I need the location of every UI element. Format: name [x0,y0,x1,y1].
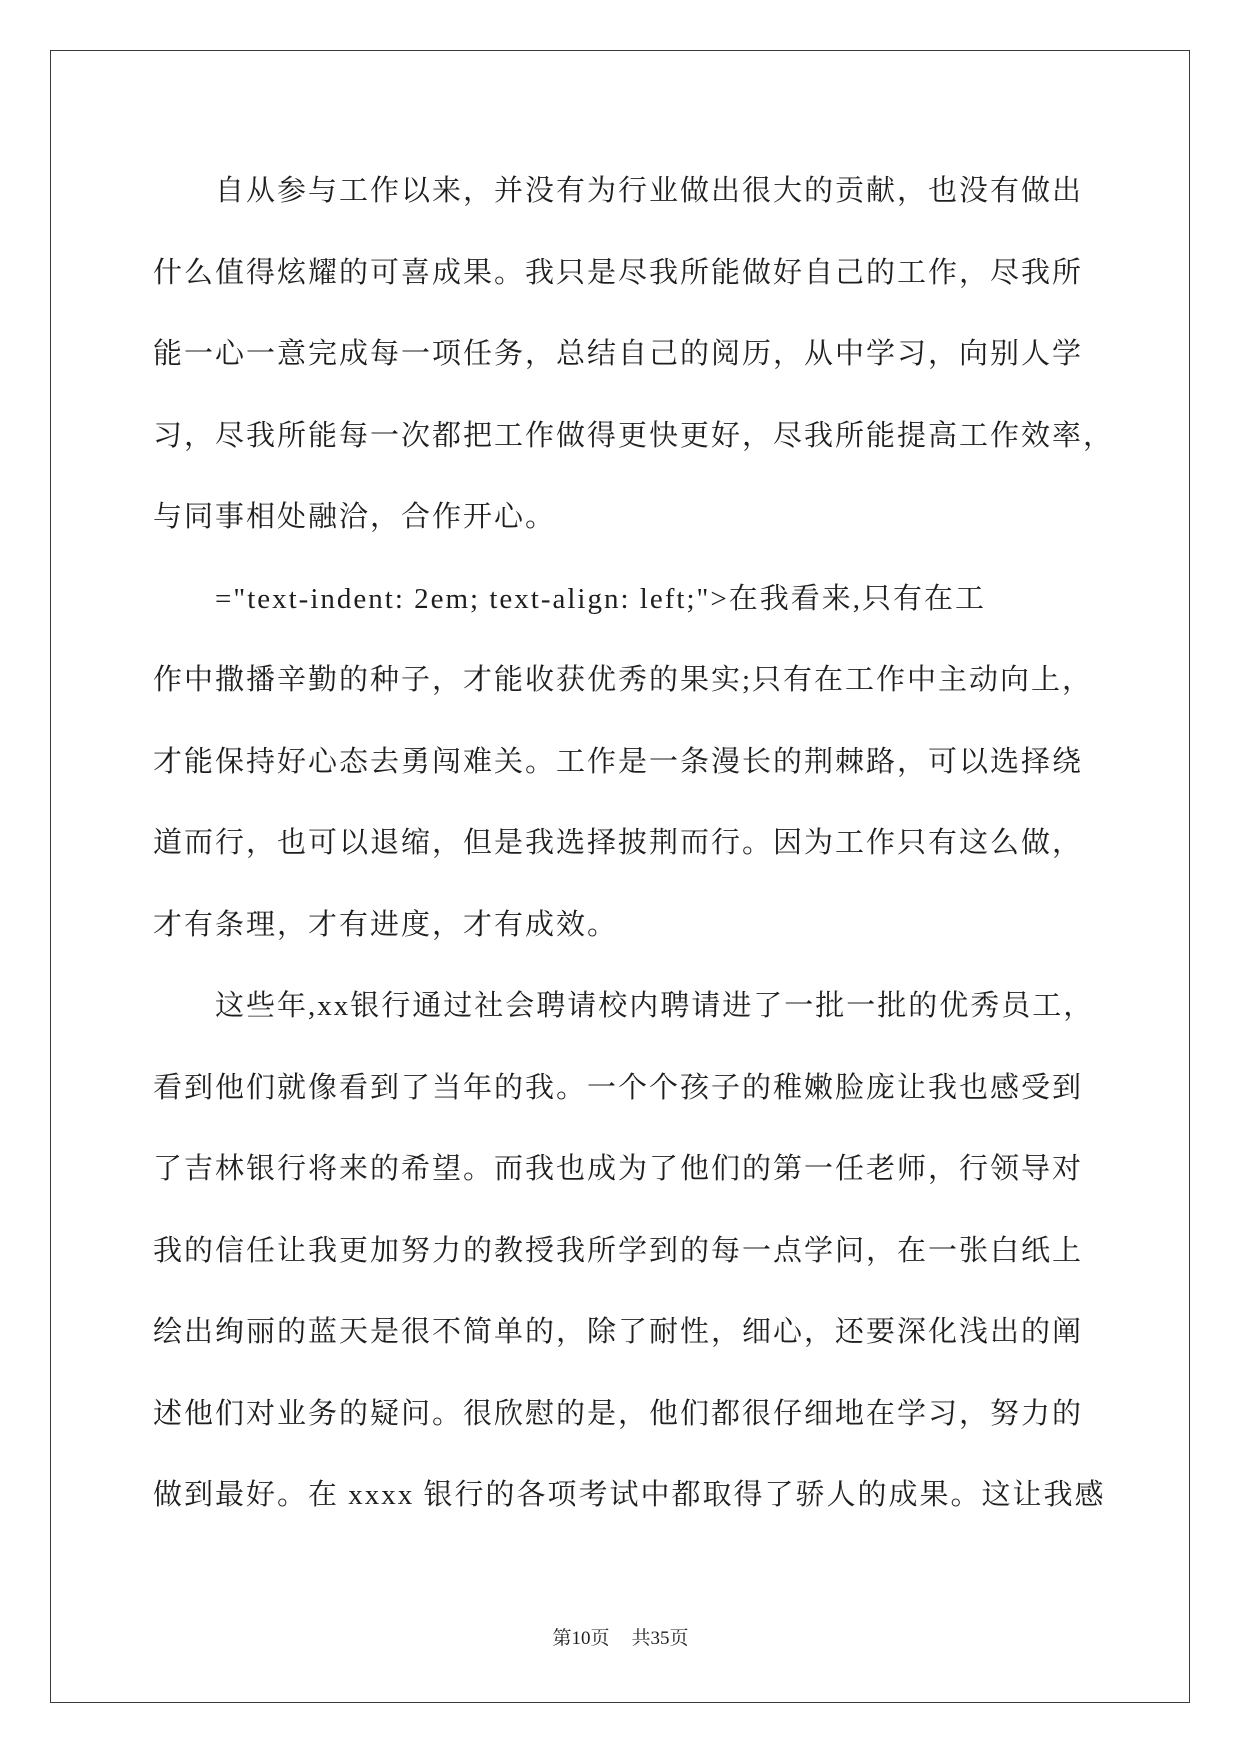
text-line: 什么值得炫耀的可喜成果。我只是尽我所能做好自己的工作，尽我所 [153,256,1084,289]
paragraph [153,151,1143,559]
text-line: 道而行，也可以退缩，但是我选择披荆而行。因为工作只有这么做， [153,827,1084,859]
paragraph [153,559,1143,967]
text-line: 才有条理，才有进度，才有成效。 [153,908,619,941]
text-line: 自从参与工作以来，并没有为行业做出很大的贡献，也没有做出 [215,175,1084,207]
text-line: ="text-indent: 2em; text-align: left;">在我看来,只有在工 [215,582,986,615]
page-number-total: 共35页 [631,1628,689,1649]
text-line: 作中撒播辛勤的种子，才能收获优秀的果实;只有在工作中主动向上， [153,664,1094,696]
text-line: 了吉林银行将来的希望。而我也成为了他们的第一任老师，行领导对 [153,1153,1084,1185]
text-line: 述他们对业务的疑问。很欣慰的是，他们都很仔细地在学习，努力的 [153,1397,1084,1430]
page-number-current: 第10页 [552,1628,610,1649]
text-line: 我的信任让我更加努力的教授我所学到的每一点学问，在一张白纸上 [153,1234,1084,1267]
text-line: 这些年,xx银行通过社会聘请校内聘请进了一批一批的优秀员工， [215,990,1095,1022]
page-footer [0,1626,1241,1652]
paragraph [153,966,1143,1537]
document-body [153,151,1143,1537]
text-line: 绘出绚丽的蓝天是很不简单的，除了耐性，细心，还要深化浅出的阐 [153,1316,1084,1348]
text-line: 与同事相处融洽，合作开心。 [153,501,557,533]
text-line: 能一心一意完成每一项任务，总结自己的阅历，从中学习，向别人学 [153,338,1084,370]
text-line: 才能保持好心态去勇闯难关。工作是一条漫长的荆棘路，可以选择绕 [153,745,1084,778]
text-line: 做到最好。在 xxxx 银行的各项考试中都取得了骄人的成果。这让我感 [153,1479,1106,1511]
text-line: 习，尽我所能每一次都把工作做得更快更好，尽我所能提高工作效率， [153,419,1115,452]
text-line: 看到他们就像看到了当年的我。一个个孩子的稚嫩脸庞让我也感受到 [153,1071,1084,1104]
